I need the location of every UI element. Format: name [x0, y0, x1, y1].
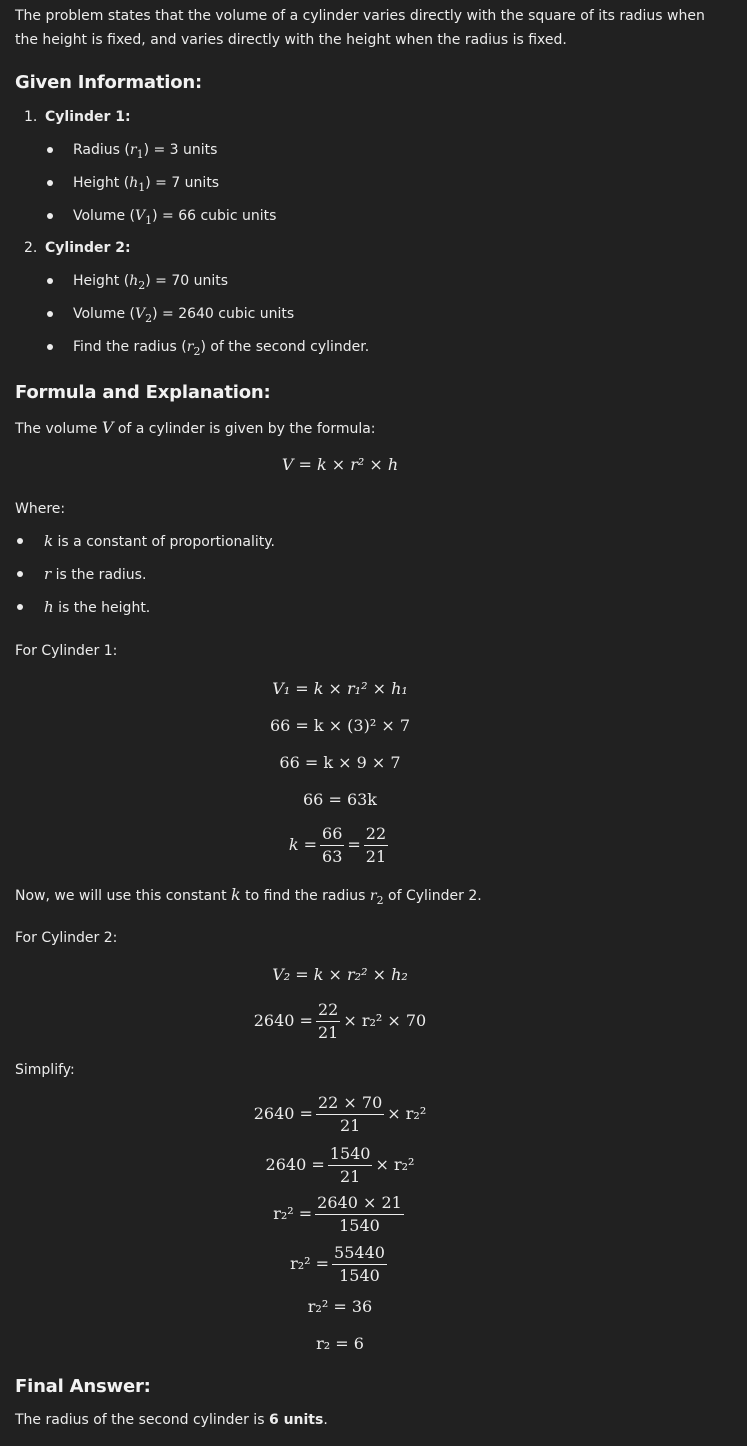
- formula-heading: Formula and Explanation:: [15, 382, 271, 403]
- given-heading: Given Information:: [15, 72, 203, 93]
- given-c1-height: Height $(h_1) = 7$ units: [73, 175, 220, 194]
- intro-line-2: the height is fixed, and varies directly with the height when the radius is fixed.: [15, 32, 567, 48]
- bullet-dot: [17, 571, 23, 577]
- list-number-1: 1.: [24, 109, 38, 125]
- where-r: r is the radius.: [44, 565, 147, 583]
- bullet-dot: [47, 311, 53, 317]
- cyl1-equation-3: 66 = k × 9 × 7: [279, 753, 401, 772]
- bullet-dot: [47, 147, 53, 153]
- cyl2-equation-2: 2640 = $\frac{22}{21}$ × r₂² × 70: [253, 999, 427, 1042]
- final-answer-text: The radius of the second cylinder is 6 units.: [15, 1412, 328, 1428]
- simplify-equation-3: r₂² = $\frac{2640 \times 21}{1540}$: [273, 1192, 402, 1235]
- where-h: h is the height.: [44, 598, 151, 616]
- simplify-equation-2: 2640 = $\frac{1540}{21}$ × r₂²: [265, 1143, 415, 1186]
- now-sentence: Now, we will use this constant k to find the radius $r_2$ of Cylinder 2.: [15, 885, 482, 907]
- final-heading: Final Answer:: [15, 1376, 151, 1397]
- cyl1-equation-2: 66 = k × (3)² × 7: [269, 716, 411, 735]
- cylinder-2-title: Cylinder 2:: [45, 240, 131, 256]
- where-k: k is a constant of proportionality.: [44, 532, 275, 550]
- bullet-dot: [17, 538, 23, 544]
- where-label: Where:: [15, 501, 66, 517]
- cylinder-2-label: For Cylinder 2:: [15, 930, 118, 946]
- given-c1-volume: Volume $(V_1) = 66$ cubic units: [73, 208, 277, 227]
- cylinder-1-label: For Cylinder 1:: [15, 643, 118, 659]
- bullet-dot: [47, 278, 53, 284]
- cyl1-equation-4: 66 = 63k: [303, 790, 377, 809]
- equation-volume-formula: V = k × r² × h: [281, 455, 399, 474]
- given-c2-height: Height $(h_2) = 70$ units: [73, 273, 229, 292]
- bullet-dot: [47, 180, 53, 186]
- bullet-dot: [47, 344, 53, 350]
- formula-intro: The volume V of a cylinder is given by the formula:: [15, 418, 376, 437]
- simplify-label: Simplify:: [15, 1062, 75, 1078]
- simplify-equation-5: r₂² = 36: [307, 1297, 373, 1316]
- cyl2-equation-1: V₂ = k × r₂² × h₂: [272, 965, 408, 984]
- given-c1-radius: Radius $(r_1) = 3$ units: [73, 142, 218, 161]
- given-c2-volume: Volume $(V_2) = 2640$ cubic units: [73, 306, 295, 325]
- simplify-equation-1: 2640 = $\frac{22 \times 70}{21}$ × r₂²: [253, 1092, 427, 1135]
- given-c2-find-radius: Find the radius $(r_2)$ of the second cylinder.: [73, 339, 370, 358]
- simplify-equation-6: r₂ = 6: [316, 1334, 364, 1353]
- cyl1-equation-1: V₁ = k × r₁² × h₁: [272, 679, 408, 698]
- simplify-equation-4: r₂² = $\frac{55440}{1540}$: [290, 1242, 385, 1285]
- cylinder-1-title: Cylinder 1:: [45, 109, 131, 125]
- bullet-dot: [17, 604, 23, 610]
- list-number-2: 2.: [24, 240, 38, 256]
- intro-line-1: The problem states that the volume of a cylinder varies directly with the square of its radius when: [15, 8, 705, 24]
- cyl1-equation-5: k = $\frac{66}{63}$ = $\frac{22}{21}$: [288, 823, 387, 866]
- bullet-dot: [47, 213, 53, 219]
